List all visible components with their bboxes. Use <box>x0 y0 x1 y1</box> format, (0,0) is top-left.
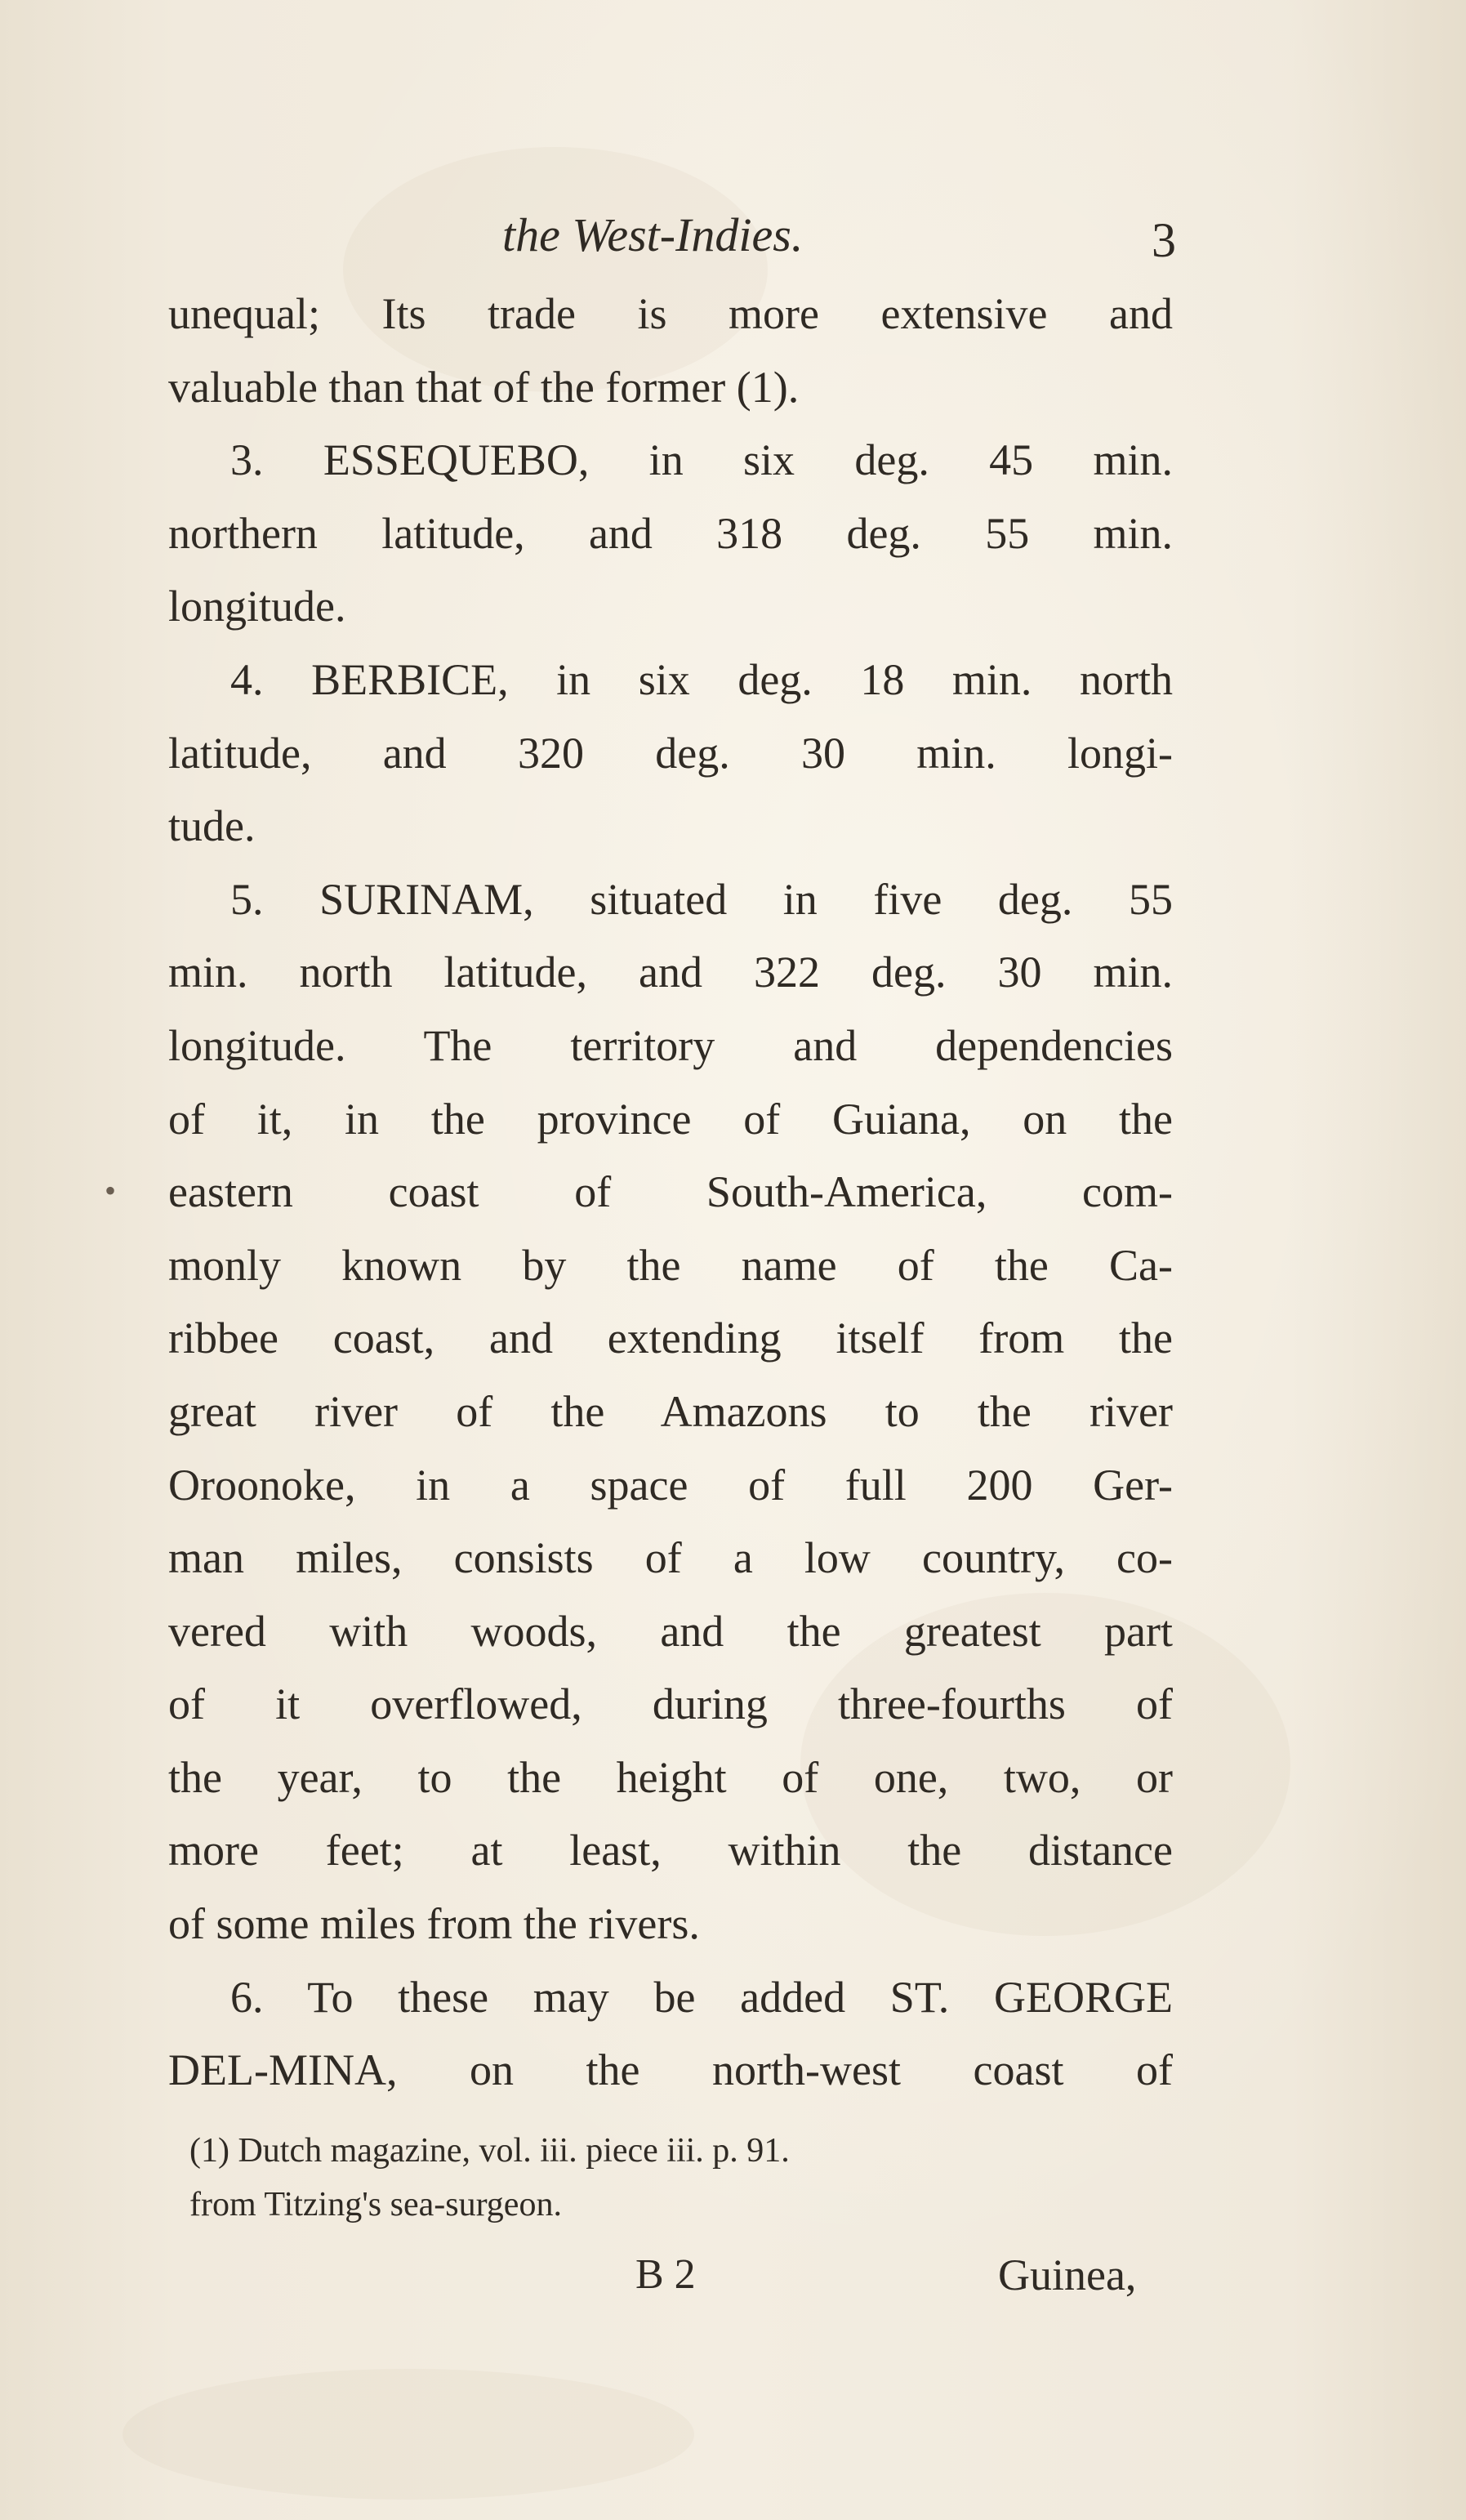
text-line: longitude. The territory and dependencies <box>168 1020 1173 1070</box>
catchword: Guinea, <box>998 2250 1137 2299</box>
body-text <box>168 278 1173 2107</box>
footnote-line: from Titzing's sea-surgeon. <box>189 2186 562 2223</box>
paper-stain <box>123 2369 694 2500</box>
text-line: great river of the Amazons to the river <box>168 1386 1173 1436</box>
page-number: 3 <box>1152 213 1176 267</box>
text-line: 5. SURINAM, situated in five deg. 55 <box>230 874 1173 924</box>
text-line: DEL-MINA, on the north-west coast of <box>168 2045 1173 2095</box>
footnote-line: (1) Dutch magazine, vol. iii. piece iii. p. 91. <box>189 2132 790 2170</box>
text-line: 3. ESSEQUEBO, in six deg. 45 min. <box>230 435 1173 485</box>
footnote <box>189 2124 1170 2232</box>
margin-mark: • <box>105 1172 117 1209</box>
text-line: the year, to the height of one, two, or <box>168 1752 1173 1802</box>
text-line: ribbee coast, and extending itself from the <box>168 1314 1173 1363</box>
text-line: valuable than that of the former (1). <box>168 362 800 412</box>
text-line: more feet; at least, within the distance <box>168 1826 1173 1876</box>
text-line: man miles, consists of a low country, co- <box>168 1533 1173 1583</box>
text-line: eastern coast of South-America, com- <box>168 1167 1173 1217</box>
signature-mark: B 2 <box>635 2251 696 2298</box>
running-head <box>172 203 1192 268</box>
text-line: tude. <box>168 801 256 851</box>
text-line: Oroonoke, in a space of full 200 Ger- <box>168 1460 1173 1510</box>
text-line: 4. BERBICE, in six deg. 18 min. north <box>230 654 1173 704</box>
text-line: northern latitude, and 318 deg. 55 min. <box>168 508 1173 558</box>
text-line: 6. To these may be added ST. GEORGE <box>230 1972 1173 2022</box>
text-line: of some miles from the rivers. <box>168 1899 700 1949</box>
text-line: unequal; Its trade is more extensive and <box>168 289 1173 338</box>
text-line: vered with woods, and the greatest part <box>168 1606 1173 1656</box>
running-head-title: the West-Indies. <box>502 208 804 261</box>
text-line: latitude, and 320 deg. 30 min. longi- <box>168 728 1173 778</box>
text-line: longitude. <box>168 582 346 631</box>
text-line: of it, in the province of Guiana, on the <box>168 1094 1173 1144</box>
text-line: monly known by the name of the Ca- <box>168 1240 1173 1290</box>
text-line: min. north latitude, and 322 deg. 30 min. <box>168 948 1173 997</box>
text-line: of it overflowed, during three-fourths of <box>168 1679 1173 1729</box>
